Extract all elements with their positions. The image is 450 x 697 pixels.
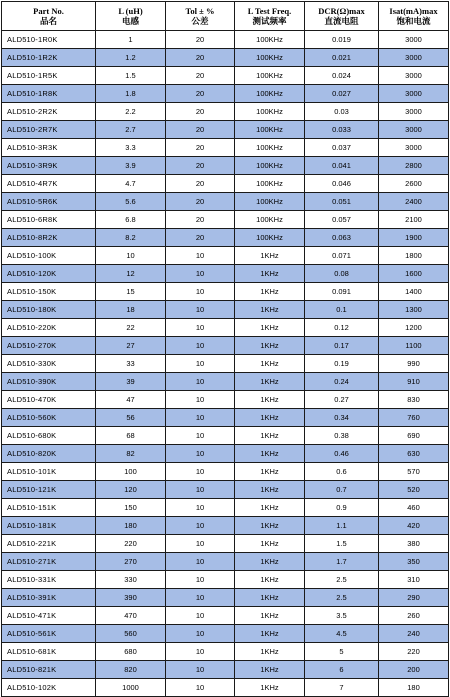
- inductance-cell: 2.2: [96, 103, 166, 121]
- tolerance-cell: 10: [166, 679, 235, 697]
- test-frequency-cell: 1KHz: [235, 337, 305, 355]
- isat-cell: 420: [379, 517, 449, 535]
- inductance-cell: 47: [96, 391, 166, 409]
- table-row: [2, 409, 449, 427]
- inductance-cell: 180: [96, 517, 166, 535]
- isat-cell: 630: [379, 445, 449, 463]
- isat-cell: 1300: [379, 301, 449, 319]
- isat-cell: 1100: [379, 337, 449, 355]
- tolerance-cell: 10: [166, 265, 235, 283]
- test-frequency-cell: 1KHz: [235, 499, 305, 517]
- tolerance-cell: 10: [166, 247, 235, 265]
- dcr-cell: 0.037: [305, 139, 379, 157]
- inductance-cell: 270: [96, 553, 166, 571]
- inductance-cell: 82: [96, 445, 166, 463]
- part-number-cell: ALD510-391K: [2, 589, 96, 607]
- test-frequency-cell: 1KHz: [235, 355, 305, 373]
- tolerance-cell: 10: [166, 373, 235, 391]
- part-number-cell: ALD510-102K: [2, 679, 96, 697]
- isat-cell: 200: [379, 661, 449, 679]
- test-frequency-cell: 100KHz: [235, 67, 305, 85]
- part-number-cell: ALD510-471K: [2, 607, 96, 625]
- part-number-cell: ALD510-1R8K: [2, 85, 96, 103]
- part-number-cell: ALD510-4R7K: [2, 175, 96, 193]
- header-label-en: L (uH): [118, 6, 143, 16]
- isat-cell: 3000: [379, 103, 449, 121]
- dcr-cell: 2.5: [305, 589, 379, 607]
- isat-cell: 3000: [379, 121, 449, 139]
- table-row: [2, 571, 449, 589]
- table-row: [2, 553, 449, 571]
- inductance-cell: 1.5: [96, 67, 166, 85]
- part-number-cell: ALD510-2R7K: [2, 121, 96, 139]
- tolerance-cell: 10: [166, 589, 235, 607]
- part-number-cell: ALD510-680K: [2, 427, 96, 445]
- inductance-cell: 220: [96, 535, 166, 553]
- table-row: [2, 463, 449, 481]
- test-frequency-cell: 100KHz: [235, 31, 305, 49]
- header-label-en: Isat(mA)max: [389, 6, 438, 16]
- header-dcr: [305, 2, 379, 31]
- test-frequency-cell: 1KHz: [235, 265, 305, 283]
- part-number-cell: ALD510-560K: [2, 409, 96, 427]
- dcr-cell: 0.03: [305, 103, 379, 121]
- part-number-cell: ALD510-271K: [2, 553, 96, 571]
- dcr-cell: 1.7: [305, 553, 379, 571]
- table-row: [2, 31, 449, 49]
- dcr-cell: 0.38: [305, 427, 379, 445]
- inductance-cell: 8.2: [96, 229, 166, 247]
- part-number-cell: ALD510-120K: [2, 265, 96, 283]
- part-number-cell: ALD510-470K: [2, 391, 96, 409]
- table-row: [2, 679, 449, 697]
- table-row: [2, 427, 449, 445]
- table-row: [2, 373, 449, 391]
- isat-cell: 3000: [379, 49, 449, 67]
- inductance-cell: 1.2: [96, 49, 166, 67]
- inductance-cell: 390: [96, 589, 166, 607]
- table-row: [2, 301, 449, 319]
- isat-cell: 2100: [379, 211, 449, 229]
- inductance-cell: 560: [96, 625, 166, 643]
- isat-cell: 460: [379, 499, 449, 517]
- inductance-cell: 18: [96, 301, 166, 319]
- isat-cell: 1600: [379, 265, 449, 283]
- test-frequency-cell: 1KHz: [235, 625, 305, 643]
- table-row: [2, 139, 449, 157]
- dcr-cell: 4.5: [305, 625, 379, 643]
- header-inductance: [96, 2, 166, 31]
- inductance-cell: 3.3: [96, 139, 166, 157]
- table-row: [2, 517, 449, 535]
- header-tolerance: [166, 2, 235, 31]
- tolerance-cell: 10: [166, 643, 235, 661]
- inductance-cell: 15: [96, 283, 166, 301]
- inductance-cell: 1.8: [96, 85, 166, 103]
- part-number-cell: ALD510-820K: [2, 445, 96, 463]
- test-frequency-cell: 1KHz: [235, 535, 305, 553]
- dcr-cell: 1.1: [305, 517, 379, 535]
- tolerance-cell: 10: [166, 607, 235, 625]
- inductance-cell: 33: [96, 355, 166, 373]
- dcr-cell: 0.24: [305, 373, 379, 391]
- table-row: [2, 103, 449, 121]
- test-frequency-cell: 1KHz: [235, 589, 305, 607]
- dcr-cell: 5: [305, 643, 379, 661]
- table-row: [2, 445, 449, 463]
- test-frequency-cell: 100KHz: [235, 211, 305, 229]
- part-number-cell: ALD510-180K: [2, 301, 96, 319]
- tolerance-cell: 10: [166, 391, 235, 409]
- test-frequency-cell: 1KHz: [235, 661, 305, 679]
- tolerance-cell: 20: [166, 157, 235, 175]
- dcr-cell: 0.019: [305, 31, 379, 49]
- dcr-cell: 6: [305, 661, 379, 679]
- isat-cell: 260: [379, 607, 449, 625]
- spec-table-container: [1, 1, 448, 692]
- header-label-en: DCR(Ω)max: [318, 6, 365, 16]
- isat-cell: 3000: [379, 85, 449, 103]
- tolerance-cell: 20: [166, 193, 235, 211]
- table-row: [2, 265, 449, 283]
- table-row: [2, 661, 449, 679]
- dcr-cell: 0.9: [305, 499, 379, 517]
- table-row: [2, 121, 449, 139]
- test-frequency-cell: 1KHz: [235, 283, 305, 301]
- table-row: [2, 319, 449, 337]
- test-frequency-cell: 1KHz: [235, 481, 305, 499]
- part-number-cell: ALD510-821K: [2, 661, 96, 679]
- part-number-cell: ALD510-390K: [2, 373, 96, 391]
- isat-cell: 760: [379, 409, 449, 427]
- dcr-cell: 0.071: [305, 247, 379, 265]
- tolerance-cell: 10: [166, 571, 235, 589]
- part-number-cell: ALD510-1R5K: [2, 67, 96, 85]
- table-row: [2, 283, 449, 301]
- tolerance-cell: 10: [166, 337, 235, 355]
- isat-cell: 310: [379, 571, 449, 589]
- test-frequency-cell: 1KHz: [235, 373, 305, 391]
- dcr-cell: 0.27: [305, 391, 379, 409]
- table-row: [2, 625, 449, 643]
- header-label-en: Part No.: [33, 6, 64, 16]
- header-label-cn: 电感: [121, 16, 139, 26]
- isat-cell: 1200: [379, 319, 449, 337]
- tolerance-cell: 10: [166, 661, 235, 679]
- inductance-cell: 1: [96, 31, 166, 49]
- isat-cell: 380: [379, 535, 449, 553]
- header-row: [2, 2, 449, 31]
- isat-cell: 2800: [379, 157, 449, 175]
- isat-cell: 830: [379, 391, 449, 409]
- inductance-cell: 820: [96, 661, 166, 679]
- dcr-cell: 3.5: [305, 607, 379, 625]
- isat-cell: 520: [379, 481, 449, 499]
- part-number-cell: ALD510-3R9K: [2, 157, 96, 175]
- table-row: [2, 85, 449, 103]
- part-number-cell: ALD510-5R6K: [2, 193, 96, 211]
- part-number-cell: ALD510-121K: [2, 481, 96, 499]
- dcr-cell: 1.5: [305, 535, 379, 553]
- isat-cell: 3000: [379, 139, 449, 157]
- dcr-cell: 7: [305, 679, 379, 697]
- test-frequency-cell: 1KHz: [235, 427, 305, 445]
- dcr-cell: 0.021: [305, 49, 379, 67]
- tolerance-cell: 10: [166, 499, 235, 517]
- dcr-cell: 0.041: [305, 157, 379, 175]
- tolerance-cell: 10: [166, 283, 235, 301]
- tolerance-cell: 20: [166, 85, 235, 103]
- inductance-cell: 22: [96, 319, 166, 337]
- inductance-cell: 470: [96, 607, 166, 625]
- tolerance-cell: 10: [166, 625, 235, 643]
- inductance-cell: 39: [96, 373, 166, 391]
- tolerance-cell: 20: [166, 49, 235, 67]
- tolerance-cell: 20: [166, 121, 235, 139]
- inductance-cell: 680: [96, 643, 166, 661]
- isat-cell: 2600: [379, 175, 449, 193]
- table-row: [2, 49, 449, 67]
- table-row: [2, 157, 449, 175]
- tolerance-cell: 20: [166, 211, 235, 229]
- table-header: [2, 2, 449, 31]
- part-number-cell: ALD510-330K: [2, 355, 96, 373]
- inductance-cell: 150: [96, 499, 166, 517]
- isat-cell: 180: [379, 679, 449, 697]
- test-frequency-cell: 1KHz: [235, 391, 305, 409]
- dcr-cell: 0.046: [305, 175, 379, 193]
- isat-cell: 3000: [379, 31, 449, 49]
- dcr-cell: 2.5: [305, 571, 379, 589]
- tolerance-cell: 10: [166, 463, 235, 481]
- test-frequency-cell: 100KHz: [235, 193, 305, 211]
- tolerance-cell: 10: [166, 301, 235, 319]
- inductance-cell: 100: [96, 463, 166, 481]
- test-frequency-cell: 1KHz: [235, 301, 305, 319]
- table-row: [2, 643, 449, 661]
- test-frequency-cell: 100KHz: [235, 139, 305, 157]
- table-row: [2, 481, 449, 499]
- test-frequency-cell: 1KHz: [235, 571, 305, 589]
- table-row: [2, 355, 449, 373]
- tolerance-cell: 20: [166, 229, 235, 247]
- dcr-cell: 0.027: [305, 85, 379, 103]
- test-frequency-cell: 1KHz: [235, 517, 305, 535]
- header-test-frequency: [235, 2, 305, 31]
- inductor-spec-table: [1, 1, 449, 697]
- part-number-cell: ALD510-6R8K: [2, 211, 96, 229]
- part-number-cell: ALD510-8R2K: [2, 229, 96, 247]
- dcr-cell: 0.057: [305, 211, 379, 229]
- part-number-cell: ALD510-221K: [2, 535, 96, 553]
- dcr-cell: 0.08: [305, 265, 379, 283]
- header-label-cn: 测试频率: [252, 16, 287, 26]
- table-row: [2, 589, 449, 607]
- test-frequency-cell: 1KHz: [235, 679, 305, 697]
- dcr-cell: 0.12: [305, 319, 379, 337]
- isat-cell: 3000: [379, 67, 449, 85]
- isat-cell: 220: [379, 643, 449, 661]
- isat-cell: 1800: [379, 247, 449, 265]
- table-row: [2, 247, 449, 265]
- part-number-cell: ALD510-220K: [2, 319, 96, 337]
- part-number-cell: ALD510-181K: [2, 517, 96, 535]
- test-frequency-cell: 1KHz: [235, 643, 305, 661]
- isat-cell: 690: [379, 427, 449, 445]
- table-row: [2, 229, 449, 247]
- tolerance-cell: 10: [166, 409, 235, 427]
- test-frequency-cell: 100KHz: [235, 229, 305, 247]
- inductance-cell: 6.8: [96, 211, 166, 229]
- tolerance-cell: 20: [166, 67, 235, 85]
- inductance-cell: 10: [96, 247, 166, 265]
- inductance-cell: 5.6: [96, 193, 166, 211]
- tolerance-cell: 10: [166, 427, 235, 445]
- test-frequency-cell: 1KHz: [235, 445, 305, 463]
- dcr-cell: 0.17: [305, 337, 379, 355]
- dcr-cell: 0.063: [305, 229, 379, 247]
- inductance-cell: 3.9: [96, 157, 166, 175]
- part-number-cell: ALD510-101K: [2, 463, 96, 481]
- isat-cell: 1900: [379, 229, 449, 247]
- tolerance-cell: 20: [166, 139, 235, 157]
- header-part-no: [2, 2, 96, 31]
- isat-cell: 570: [379, 463, 449, 481]
- isat-cell: 350: [379, 553, 449, 571]
- table-row: [2, 67, 449, 85]
- dcr-cell: 0.46: [305, 445, 379, 463]
- header-label-en: Tol ± %: [185, 6, 215, 16]
- dcr-cell: 0.1: [305, 301, 379, 319]
- tolerance-cell: 20: [166, 175, 235, 193]
- table-row: [2, 391, 449, 409]
- part-number-cell: ALD510-561K: [2, 625, 96, 643]
- part-number-cell: ALD510-1R0K: [2, 31, 96, 49]
- tolerance-cell: 20: [166, 31, 235, 49]
- part-number-cell: ALD510-2R2K: [2, 103, 96, 121]
- table-row: [2, 337, 449, 355]
- inductance-cell: 68: [96, 427, 166, 445]
- part-number-cell: ALD510-150K: [2, 283, 96, 301]
- inductance-cell: 56: [96, 409, 166, 427]
- dcr-cell: 0.091: [305, 283, 379, 301]
- part-number-cell: ALD510-331K: [2, 571, 96, 589]
- inductance-cell: 2.7: [96, 121, 166, 139]
- part-number-cell: ALD510-681K: [2, 643, 96, 661]
- test-frequency-cell: 1KHz: [235, 409, 305, 427]
- inductance-cell: 4.7: [96, 175, 166, 193]
- tolerance-cell: 10: [166, 517, 235, 535]
- test-frequency-cell: 100KHz: [235, 157, 305, 175]
- header-label-cn: 公差: [191, 16, 209, 26]
- part-number-cell: ALD510-151K: [2, 499, 96, 517]
- test-frequency-cell: 1KHz: [235, 247, 305, 265]
- table-row: [2, 193, 449, 211]
- header-label-en: L Test Freq.: [247, 6, 292, 16]
- tolerance-cell: 20: [166, 103, 235, 121]
- test-frequency-cell: 100KHz: [235, 121, 305, 139]
- tolerance-cell: 10: [166, 481, 235, 499]
- tolerance-cell: 10: [166, 445, 235, 463]
- dcr-cell: 0.033: [305, 121, 379, 139]
- isat-cell: 1400: [379, 283, 449, 301]
- inductance-cell: 12: [96, 265, 166, 283]
- isat-cell: 290: [379, 589, 449, 607]
- inductance-cell: 27: [96, 337, 166, 355]
- table-row: [2, 499, 449, 517]
- isat-cell: 990: [379, 355, 449, 373]
- table-row: [2, 175, 449, 193]
- header-isat: [379, 2, 449, 31]
- test-frequency-cell: 100KHz: [235, 85, 305, 103]
- dcr-cell: 0.6: [305, 463, 379, 481]
- inductance-cell: 1000: [96, 679, 166, 697]
- table-row: [2, 535, 449, 553]
- part-number-cell: ALD510-270K: [2, 337, 96, 355]
- dcr-cell: 0.19: [305, 355, 379, 373]
- inductance-cell: 120: [96, 481, 166, 499]
- tolerance-cell: 10: [166, 535, 235, 553]
- header-label-cn: 品名: [39, 16, 57, 26]
- tolerance-cell: 10: [166, 355, 235, 373]
- test-frequency-cell: 1KHz: [235, 463, 305, 481]
- table-row: [2, 211, 449, 229]
- test-frequency-cell: 1KHz: [235, 319, 305, 337]
- dcr-cell: 0.051: [305, 193, 379, 211]
- isat-cell: 240: [379, 625, 449, 643]
- part-number-cell: ALD510-1R2K: [2, 49, 96, 67]
- test-frequency-cell: 1KHz: [235, 607, 305, 625]
- test-frequency-cell: 1KHz: [235, 553, 305, 571]
- test-frequency-cell: 100KHz: [235, 103, 305, 121]
- test-frequency-cell: 100KHz: [235, 175, 305, 193]
- dcr-cell: 0.34: [305, 409, 379, 427]
- part-number-cell: ALD510-3R3K: [2, 139, 96, 157]
- header-label-cn: 直流电阻: [324, 16, 359, 26]
- isat-cell: 910: [379, 373, 449, 391]
- table-body: [2, 31, 449, 697]
- header-label-cn: 饱和电流: [396, 16, 431, 26]
- part-number-cell: ALD510-100K: [2, 247, 96, 265]
- dcr-cell: 0.024: [305, 67, 379, 85]
- tolerance-cell: 10: [166, 319, 235, 337]
- tolerance-cell: 10: [166, 553, 235, 571]
- dcr-cell: 0.7: [305, 481, 379, 499]
- test-frequency-cell: 100KHz: [235, 49, 305, 67]
- isat-cell: 2400: [379, 193, 449, 211]
- table-row: [2, 607, 449, 625]
- inductance-cell: 330: [96, 571, 166, 589]
